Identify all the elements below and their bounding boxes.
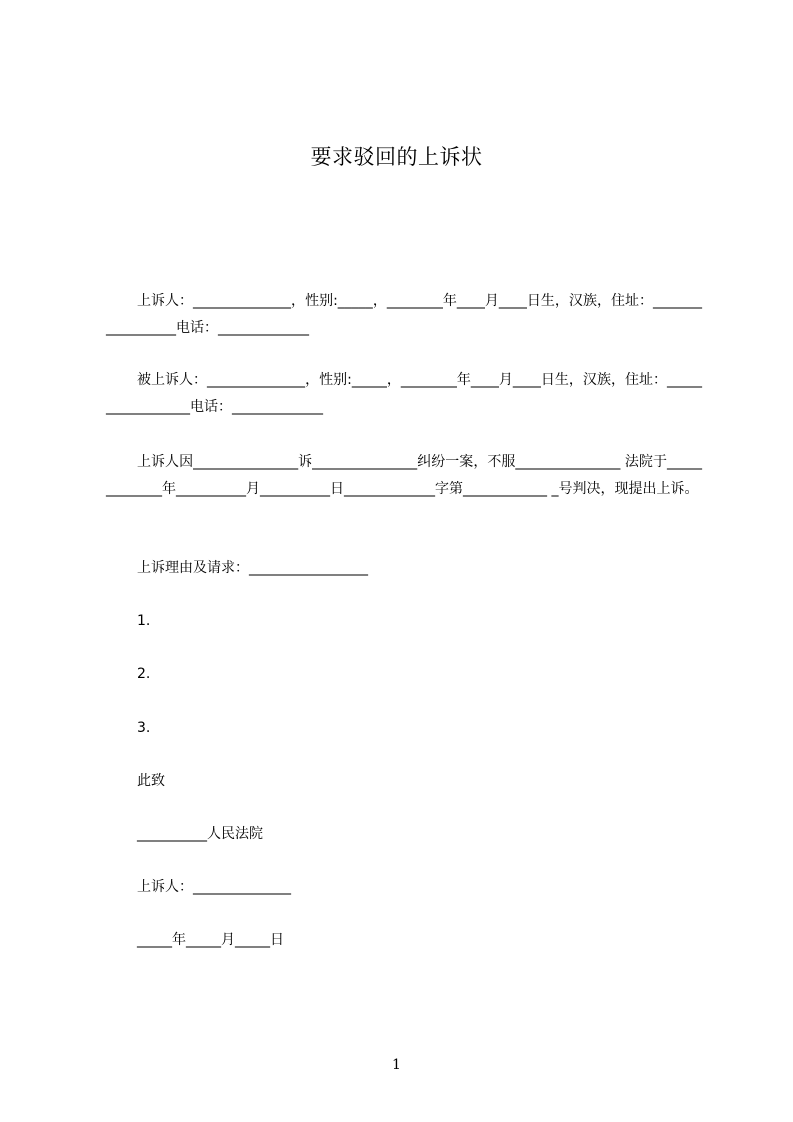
date-line: _____年_____月_____日 xyxy=(137,932,284,948)
appellee-paragraph: 被上诉人：______________，性别:_____，________年____月____日生，汉族，住址：_________________电话：_____________ xyxy=(106,372,702,415)
appellant-paragraph: 上诉人：______________，性别:_____，________年____月____日生，汉族，住址：_________________电话：_____________ xyxy=(106,293,702,336)
signature-line: 上诉人：______________ xyxy=(137,879,291,895)
document-title: 要求驳回的上诉状 xyxy=(310,145,483,169)
reason-item-1: 1. xyxy=(137,613,151,629)
closing-salutation: 此致 xyxy=(137,773,165,789)
reason-item-3: 3. xyxy=(137,720,151,736)
court-name: __________人民法院 xyxy=(137,826,263,842)
reason-item-2: 2. xyxy=(137,666,151,682)
page-number: 1 xyxy=(392,1057,401,1073)
case-paragraph: 上诉人因_______________诉_______________纠纷一案，不服_______________ 法院于_____________年__________月__________日_____________字第____________ _号判决，现提出上诉。 xyxy=(106,454,702,497)
reasons-label: 上诉理由及请求：_________________ xyxy=(137,560,368,576)
